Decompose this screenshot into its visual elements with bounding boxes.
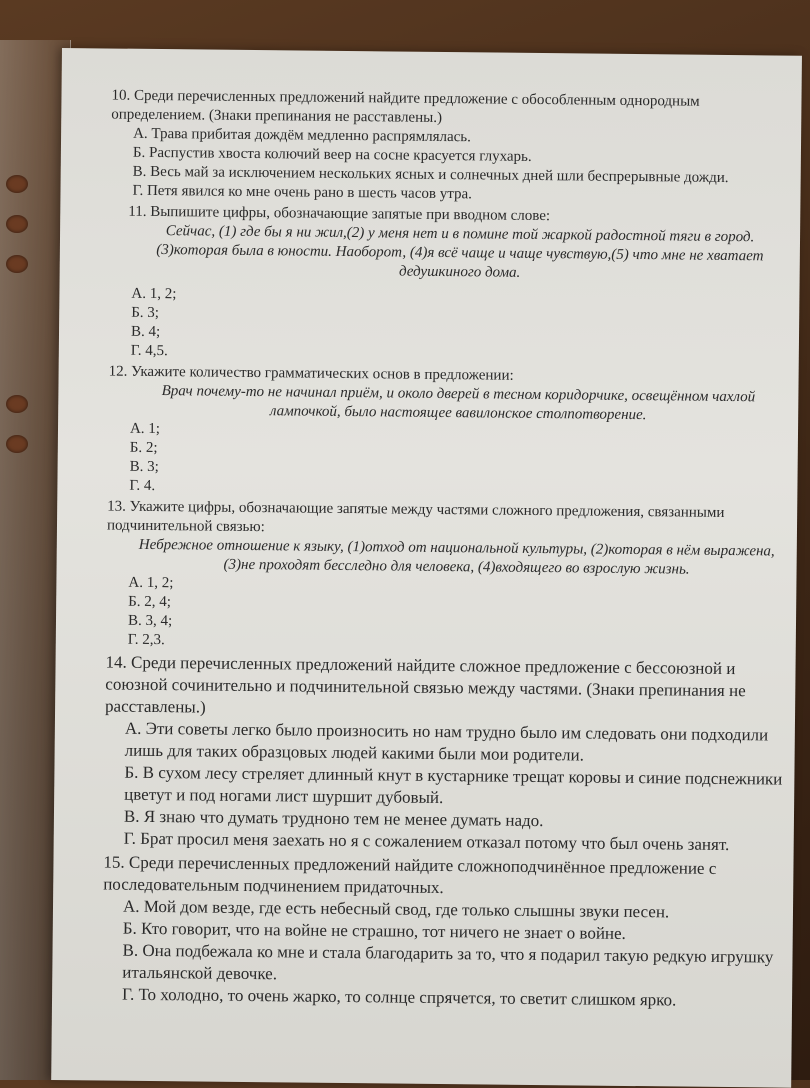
question-title: 13. Укажите цифры, обозначающие запятые между частями сложного предложения, связанными подчинительной связью:	[106, 498, 725, 536]
punch-hole	[6, 215, 28, 233]
punch-hole	[6, 175, 28, 193]
question-title: 15. Среди перечисленных предложений найдите сложноподчинённое предложение с последовательным подчинением придаточных.	[103, 852, 717, 898]
answer-option: Б. 2;	[129, 439, 158, 457]
answer-option: А. 1;	[129, 420, 161, 438]
answer-option: В. Весь май за исключением нескольких ясных и солнечных дней шли беспрерывные дожди.	[132, 163, 729, 186]
answer-option: А. Мой дом везде, где есть небесный свод, где только слышны звуки песен.	[122, 896, 670, 922]
answer-option: А. 1, 2;	[128, 574, 174, 592]
answer-option: Б. 3;	[131, 304, 160, 322]
question-title: 11. Выпишите цифры, обозначающие запятые при вводном слове:	[128, 203, 551, 225]
answer-option: Г. 2,3.	[127, 631, 165, 649]
question-title: 14. Среди перечисленных предложений найдите сложное предложение с бессоюзной и союзной сочинительно и подчинительной связью между частями. (Знаки препинания не расставлены.)	[105, 652, 746, 717]
example-sentence: Врач почему-то не начинал приём, и около дверей в тесном коридорчике, освещённом чахлой лампочкой, было настоящее вавилонское столпотворение.	[161, 383, 756, 424]
answer-option: В. 3;	[129, 458, 159, 476]
answer-option: В. 4;	[130, 323, 161, 341]
answer-option: Г. 4.	[129, 477, 156, 494]
answer-option: Г. 4,5.	[130, 342, 168, 360]
answer-option: А. Трава прибитая дождём медленно распрямлялась.	[133, 125, 472, 146]
answer-option: А. 1, 2;	[131, 285, 177, 303]
answer-option: В. Она подбежала ко мне и стала благодарить за то, что я подарил такую редкую игрушку итальянской девочке.	[122, 940, 774, 984]
punch-hole	[6, 255, 28, 273]
question-11	[109, 203, 791, 368]
answer-option: В. 3, 4;	[127, 612, 173, 630]
answer-option: В. Я знаю что думать трудноно тем не менее думать надо.	[123, 806, 544, 831]
question-title: 12. Укажите количество грамматических основ в предложении:	[108, 363, 514, 384]
paper-sheet	[51, 48, 802, 1088]
answer-option: Б. Кто говорит, что на войне не страшно, тот ничего не знает о войне.	[122, 918, 626, 943]
punch-hole	[6, 395, 28, 413]
answer-option: Б. 2, 4;	[128, 593, 172, 611]
question-13	[106, 497, 788, 656]
answer-option: Б. В сухом лесу стреляет длинный кнут в кустарнике трещат коровы и синие подснежники цветут и под ногами лист шуршит дубовый.	[124, 762, 783, 808]
question-12	[107, 363, 788, 503]
example-sentence: Сейчас, (1) где бы я ни жил,(2) у меня нет и в помине той жаркой радостной тяги в город. (3)которая была в юности. Наоборот, (4)я всё чаще и чаще чувствую,(5) что мне не хватает дедушкиного дома.	[156, 223, 764, 281]
punch-hole	[6, 435, 28, 453]
answer-option: Г. То холодно, то очень жарко, то солнце спрячется, то светит слишком ярко.	[121, 984, 677, 1010]
answer-option: Г. Брат просил меня заехать но я с сожалением отказал потому что был очень занят.	[123, 828, 730, 855]
question-title: 10. Среди перечисленных предложений найдите предложение с обособленным однородным определением. (Знаки препинания не расставлены.)	[111, 87, 700, 126]
question-10	[110, 87, 791, 208]
question-14	[104, 651, 786, 856]
question-15	[102, 851, 784, 1012]
answer-option: Г. Петя явился ко мне очень рано в шесть часов утра.	[132, 182, 472, 203]
example-sentence: Небрежное отношение к языку, (1)отход от национальной культуры, (2)которая в нём выражена, (3)не проходят бесследно для человека, (4)входящего во взрослую жизнь.	[138, 536, 775, 578]
answer-option: А. Эти советы легко было произносить но нам трудно было им следовать они подходили лишь для таких образцовых людей какими были мои родители.	[124, 718, 769, 765]
answer-option: Б. Распустив хвоста колючий веер на сосне красуется глухарь.	[132, 144, 532, 165]
test-content	[102, 87, 792, 1015]
